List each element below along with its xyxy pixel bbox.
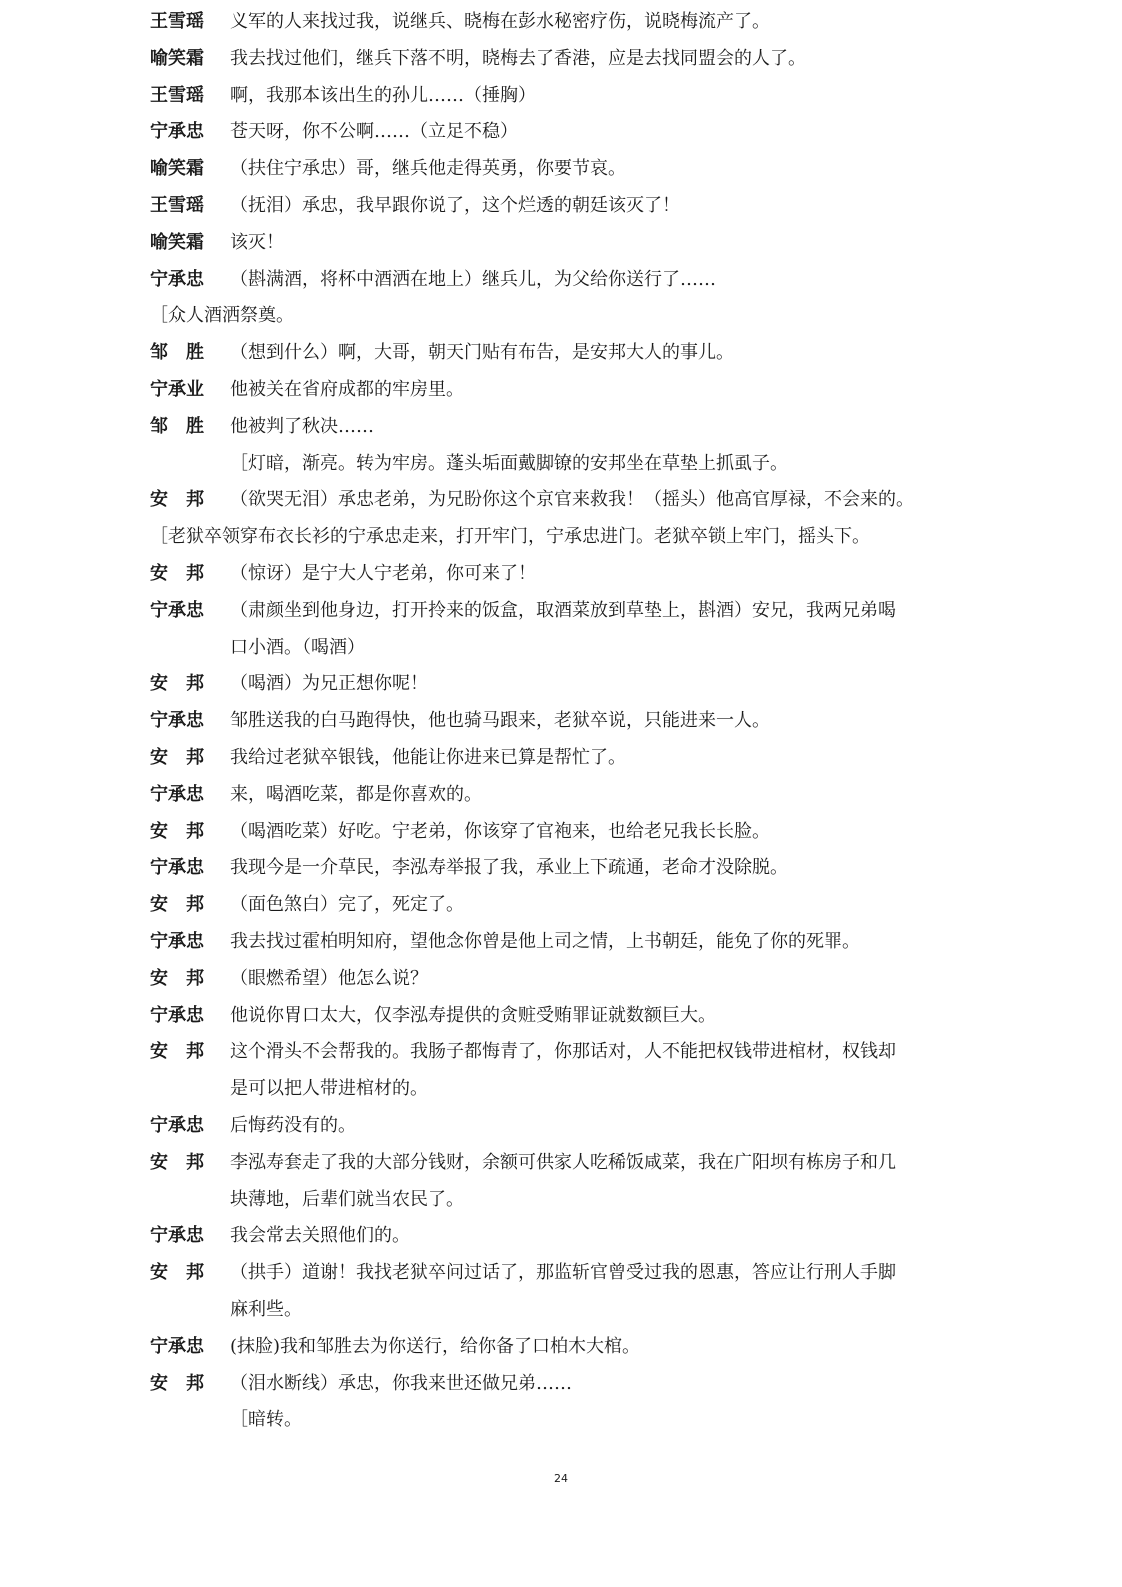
speaker-name: 宁承忠	[150, 121, 204, 143]
speech-continuation-line	[0, 1182, 1122, 1218]
dialogue-line	[0, 850, 1122, 886]
speaker-name: 宁承忠	[150, 931, 204, 952]
dialogue-line	[0, 777, 1122, 813]
stage-direction-line	[0, 446, 1122, 482]
speaker-name: 宁承忠	[150, 857, 204, 879]
stage-direction-text: ［众人酒洒祭奠。	[150, 305, 294, 327]
speech-text: 麻利些。	[230, 1299, 302, 1320]
dialogue-line	[0, 225, 1122, 261]
dialogue-line	[0, 887, 1122, 923]
speech-text: 义军的人来找过我，说继兵、晓梅在彭水秘密疗伤，说晓梅流产了。	[230, 11, 770, 32]
speech-text: (抹脸)我和邹胜去为你送行，给你备了口柏木大棺。	[230, 1335, 641, 1357]
speaker-name: 安邦	[150, 894, 222, 916]
speaker-name: 喻笑霜	[150, 158, 204, 180]
speaker-name: 邹胜	[150, 415, 222, 437]
dialogue-line	[0, 814, 1122, 850]
speaker-name: 安邦	[150, 1372, 222, 1394]
speech-continuation-line	[0, 1292, 1122, 1328]
speech-text: 我去找过他们，继兵下落不明，晓梅去了香港，应是去找同盟会的人了。	[230, 47, 806, 69]
speaker-name: 安邦	[150, 563, 222, 584]
dialogue-line	[0, 593, 1122, 629]
speech-text: 我现今是一介草民，李泓寿举报了我，承业上下疏通，老命才没除脱。	[230, 857, 788, 879]
speech-text: （泪水断线）承忠，你我来世还做兄弟……	[230, 1372, 572, 1394]
speech-text: 该灭！	[230, 231, 284, 253]
dialogue-line	[0, 666, 1122, 702]
speech-text: 我去找过霍柏明知府，望他念你曾是他上司之情，上书朝廷，能免了你的死罪。	[230, 931, 860, 952]
stage-direction-text: ［暗转。	[230, 1409, 302, 1431]
dialogue-line	[0, 961, 1122, 997]
speaker-name: 邹胜	[150, 342, 222, 364]
speech-text: （肃颜坐到他身边，打开拎来的饭盒，取酒菜放到草垫上，斟酒）安兄，我两兄弟喝	[230, 599, 896, 621]
dialogue-line	[0, 740, 1122, 776]
dialogue-line	[0, 114, 1122, 150]
dialogue-line	[0, 1366, 1122, 1402]
speaker-name: 安邦	[150, 967, 222, 989]
speech-text: 他说你胃口太大，仅李泓寿提供的贪赃受贿罪证就数额巨大。	[230, 1004, 716, 1026]
speaker-name: 喻笑霜	[150, 47, 204, 69]
speech-text: 邹胜送我的白马跑得快，他也骑马跟来，老狱卒说，只能进来一人。	[230, 710, 770, 732]
dialogue-line	[0, 1255, 1122, 1291]
speaker-name: 宁承忠	[150, 710, 204, 732]
speaker-name: 安邦	[150, 489, 222, 511]
dialogue-line	[0, 335, 1122, 371]
stage-direction-text: ［老狱卒领穿布衣长衫的宁承忠走来，打开牢门，宁承忠进门。老狱卒锁上牢门，摇头下。	[150, 526, 870, 548]
dialogue-line	[0, 556, 1122, 592]
speaker-name: 王雪瑶	[150, 195, 204, 216]
dialogue-line	[0, 924, 1122, 960]
speaker-name: 宁承忠	[150, 1225, 204, 1247]
speaker-name: 安邦	[150, 747, 222, 768]
speech-text: （欲哭无泪）承忠老弟，为兄盼你这个京官来救我！（摇头）他高官厚禄，不会来的。	[230, 489, 914, 511]
stage-direction-text: ［灯暗，渐亮。转为牢房。蓬头垢面戴脚镣的安邦坐在草垫上抓虱子。	[230, 452, 788, 474]
speech-text: 啊，我那本该出生的孙儿……（捶胸）	[230, 84, 536, 106]
speech-text: 李泓寿套走了我的大部分钱财，余额可供家人吃稀饭咸菜，我在广阳坝有栋房子和几	[230, 1151, 896, 1173]
stage-direction-line	[0, 1402, 1122, 1438]
speaker-name: 安邦	[150, 1041, 222, 1063]
dialogue-line	[0, 482, 1122, 518]
speaker-name: 安邦	[150, 820, 222, 842]
speech-text: （喝酒吃菜）好吃。宁老弟，你该穿了官袍来，也给老兄我长长脸。	[230, 820, 770, 842]
stage-direction-line	[0, 298, 1122, 334]
speech-text: 是可以把人带进棺材的。	[230, 1078, 428, 1100]
speech-text: 我给过老狱卒银钱，他能让你进来已算是帮忙了。	[230, 747, 626, 768]
dialogue-line	[0, 151, 1122, 187]
speech-text: 口小酒。（喝酒）	[230, 636, 365, 658]
speech-continuation-line	[0, 630, 1122, 666]
speech-text: 我会常去关照他们的。	[230, 1225, 410, 1247]
speaker-name: 王雪瑶	[150, 84, 204, 106]
speaker-name: 王雪瑶	[150, 11, 204, 32]
speech-text: 块薄地，后辈们就当农民了。	[230, 1188, 464, 1210]
speaker-name: 宁承忠	[150, 1115, 204, 1136]
speaker-name: 宁承忠	[150, 599, 204, 621]
dialogue-line	[0, 4, 1122, 40]
speech-text: 他被判了秋决……	[230, 415, 374, 437]
speaker-name: 宁承忠	[150, 268, 204, 290]
page-number: 24	[554, 1472, 568, 1485]
speaker-name: 安邦	[150, 1262, 222, 1284]
speaker-name: 宁承忠	[150, 1335, 204, 1357]
speaker-name: 喻笑霜	[150, 231, 204, 253]
speech-text: 他被关在省府成都的牢房里。	[230, 379, 464, 400]
speech-text: （眼燃希望）他怎么说？	[230, 967, 428, 989]
dialogue-line	[0, 1034, 1122, 1070]
speech-text: （惊讶）是宁大人宁老弟，你可来了！	[230, 563, 536, 584]
dialogue-line	[0, 1108, 1122, 1144]
dialogue-line	[0, 41, 1122, 77]
speech-text: 这个滑头不会帮我的。我肠子都悔青了，你那话对，人不能把权钱带进棺材，权钱却	[230, 1041, 896, 1063]
dialogue-line	[0, 1145, 1122, 1181]
speaker-name: 宁承忠	[150, 1004, 204, 1026]
dialogue-line	[0, 372, 1122, 408]
speech-continuation-line	[0, 1071, 1122, 1107]
dialogue-line	[0, 188, 1122, 224]
speech-text: （面色煞白）完了，死定了。	[230, 894, 464, 916]
speaker-name: 安邦	[150, 1151, 222, 1173]
dialogue-line	[0, 262, 1122, 298]
speaker-name: 安邦	[150, 673, 222, 695]
speech-text: （想到什么）啊，大哥，朝天门贴有布告，是安邦大人的事儿。	[230, 342, 734, 364]
dialogue-line	[0, 409, 1122, 445]
dialogue-line	[0, 78, 1122, 114]
speaker-name: 宁承忠	[150, 783, 204, 805]
speech-text: 苍天呀，你不公啊……（立足不稳）	[230, 121, 518, 143]
speech-text: （斟满酒，将杯中酒洒在地上）继兵儿，为父给你送行了……	[230, 268, 716, 290]
dialogue-line	[0, 1218, 1122, 1254]
stage-direction-line	[0, 519, 1122, 555]
speech-text: （扶住宁承忠）哥，继兵他走得英勇，你要节哀。	[230, 158, 626, 180]
speaker-name: 宁承业	[150, 379, 204, 400]
speech-text: （拱手）道谢！我找老狱卒问过话了，那监斩官曾受过我的恩惠，答应让行刑人手脚	[230, 1262, 896, 1284]
speech-text: （喝酒）为兄正想你呢！	[230, 673, 428, 695]
speech-text: 来，喝酒吃菜，都是你喜欢的。	[230, 783, 482, 805]
dialogue-line	[0, 1329, 1122, 1365]
dialogue-line	[0, 703, 1122, 739]
speech-text: （抚泪）承忠，我早跟你说了，这个烂透的朝廷该灭了！	[230, 195, 680, 216]
speech-text: 后悔药没有的。	[230, 1115, 356, 1136]
dialogue-line	[0, 998, 1122, 1034]
